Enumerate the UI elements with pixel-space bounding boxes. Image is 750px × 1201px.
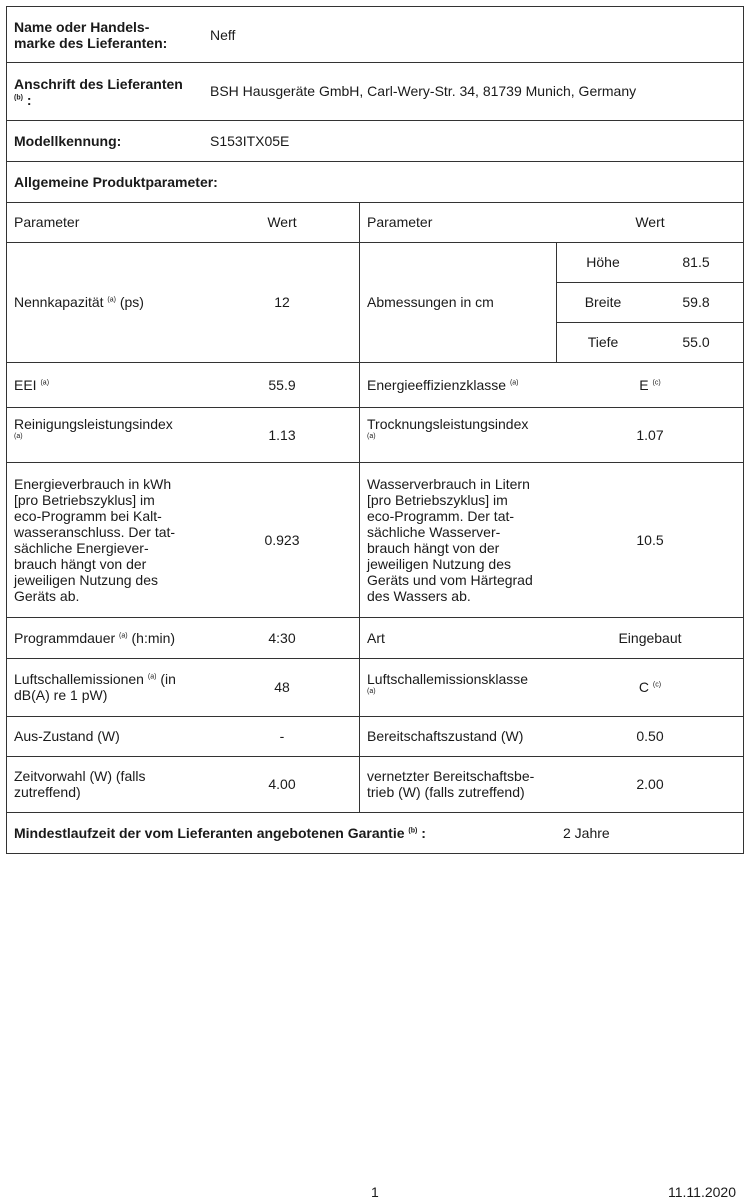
model-label: Modellkennung: [14,132,122,149]
warranty-value: 2 Jahre [563,825,610,841]
networked-standby-label: vernetzter Bereitschaftsbe- trieb (W) (falls zutreffend) [367,768,535,800]
width-label: Breite [584,294,622,310]
height-value: 81.5 [682,254,710,270]
supplier-address-value: BSH Hausgeräte GmbH, Carl-Wery-Str. 34, 81739 Munich, Germany [210,83,637,99]
supplier-name-value: Neff [210,26,236,43]
efficiency-class-value: E $^{(c)}$ [639,376,661,393]
cleaning-index-value: 1.13 [268,426,296,443]
energy-consumption-value: 0.923 [264,531,300,548]
efficiency-class-label: Energieeffizienzklasse $^{(a)}$ [367,376,519,393]
header-value-left: Wert [267,214,297,230]
standby-label: Bereitschaftszustand (W) [367,728,524,744]
eei-value: 55.9 [268,376,296,393]
off-mode-value: - [279,728,285,744]
networked-standby-value: 2.00 [636,776,664,792]
type-label: Art [367,629,385,646]
capacity-value: 12 [274,294,290,310]
drying-index-label: Trocknungsleistungsindex (a) [367,416,529,440]
drying-index-value: 1.07 [636,426,664,443]
off-mode-label: Aus-Zustand (W) [14,728,120,744]
header-value-right: Wert [635,214,665,230]
water-consumption-value: 10.5 [636,531,664,548]
noise-emission-value: 48 [274,679,290,695]
height-label: Höhe [586,254,620,270]
noise-class-value: C $^{(c)}$ [638,679,662,695]
capacity-label: Nennkapazität $^{(a)}$ (ps) [14,294,144,310]
cleaning-index-label: Reinigungsleistungsindex (a) [14,416,173,440]
delay-start-label: Zeitvorwahl (W) (falls zutreffend) [14,768,146,800]
supplier-name-label: Name oder Handels- marke des Lieferanten: [14,18,168,51]
energy-consumption-label: Energieverbrauch in kWh [pro Betriebszyklus] im eco-Programm bei Kalt- wasseranschluss. Der tat- sächliche Energiever- brauch hängt von der jeweiligen Nutzung des Geräts ab. [14,475,176,604]
program-duration-value: 4:30 [268,629,296,646]
eei-label: EEI $^{(a)}$ [14,376,50,393]
page-number: 1 [371,1184,379,1200]
supplier-address-label: Anschrift des Lieferanten $^{(b)}$ : [14,76,183,108]
depth-value: 55.0 [682,334,710,350]
depth-label: Tiefe [587,334,619,350]
section-title: Allgemeine Produktparameter: [14,173,218,190]
header-parameter-right: Parameter [367,214,433,230]
noise-class-label: Luftschallemissionsklasse (a) [367,671,529,695]
standby-value: 0.50 [636,728,664,744]
document-date: 11.11.2020 [668,1184,736,1200]
model-value: S153ITX05E [210,132,290,149]
delay-start-value: 4.00 [268,776,296,792]
width-value: 59.8 [682,294,710,310]
warranty-label: Mindestlaufzeit der vom Lieferanten angebotenen Garantie $^{(b)}$ : [14,825,426,841]
program-duration-label: Programmdauer $^{(a)}$ (h:min) [14,629,176,646]
noise-emission-label: Luftschallemissionen $^{(a)}$ (in dB(A) re 1 pW) [14,671,176,703]
type-value: Eingebaut [618,629,682,646]
product-information-sheet [6,6,744,854]
water-consumption-label: Wasserverbrauch in Litern [pro Betriebszyklus] im eco-Programm. Der tat- sächliche Wasserver- brauch hängt von der jeweiligen Nutzung des Geräts und vom Härtegrad des Wassers ab. [367,475,533,604]
dimensions-label: Abmessungen in cm [367,294,494,310]
header-parameter-left: Parameter [14,214,80,230]
